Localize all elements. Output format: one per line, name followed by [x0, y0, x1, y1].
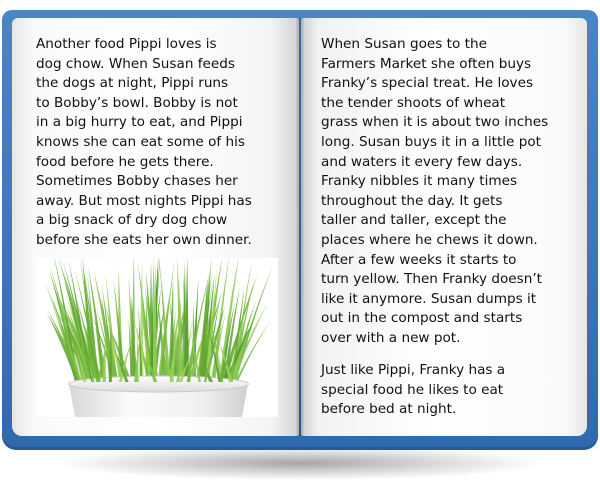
text-line: the tender shoots of wheat — [321, 94, 506, 111]
text-line: Another food Pippi loves is — [36, 36, 217, 52]
text-line: When Susan goes to the — [321, 36, 487, 52]
text-line: food before he gets there. — [36, 153, 214, 170]
text-line: Farmers Market she often buys — [321, 55, 532, 72]
text-line: dog chow. When Susan feeds — [36, 55, 235, 72]
text-line: like it anymore. Susan dumps it — [321, 290, 537, 307]
left-page-text — [36, 35, 252, 251]
text-line: before she eats her own dinner. — [36, 231, 252, 248]
text-line: out in the compost and starts — [321, 310, 523, 327]
text-line: and waters it every few days. — [321, 153, 523, 170]
text-line: before bed at night. — [321, 401, 457, 418]
text-line: Franky nibbles it many times — [321, 173, 518, 190]
text-line: throughout the day. It gets — [321, 192, 503, 209]
text-line: in a big hurry to eat, and Pippi — [36, 114, 243, 131]
text-line: over with a new pot. — [321, 329, 461, 346]
text-line: Franky’s special treat. He loves — [321, 75, 534, 92]
right-page-text — [321, 35, 548, 349]
book-shadow — [60, 446, 540, 480]
text-line: to Bobby’s bowl. Bobby is not — [36, 94, 238, 111]
text-line: away. But most nights Pippi has — [36, 192, 252, 209]
right-page-closing-text — [321, 361, 505, 420]
text-line: the dogs at night, Pippi runs — [36, 75, 229, 92]
wheat-grass-pot-photo — [37, 258, 278, 417]
grass-blades — [44, 258, 273, 386]
text-line: Sometimes Bobby chases her — [36, 173, 238, 190]
book-spine — [296, 18, 304, 436]
text-line: grass when it is about two inches — [321, 114, 549, 131]
text-line: long. Susan buys it in a little pot — [321, 133, 542, 150]
text-line: special food he likes to eat — [321, 381, 504, 398]
text-line: places where he chews it down. — [321, 231, 538, 248]
text-line: After a few weeks it starts to — [321, 251, 517, 268]
text-line: Just like Pippi, Franky has a — [321, 362, 506, 378]
text-line: turn yellow. Then Franky doesn’t — [321, 271, 543, 288]
text-line: taller and taller, except the — [321, 212, 507, 229]
text-line: knows she can eat some of his — [36, 133, 246, 150]
text-line: a big snack of dry dog chow — [36, 212, 228, 229]
wheat-grass-pot-icon — [37, 258, 278, 417]
